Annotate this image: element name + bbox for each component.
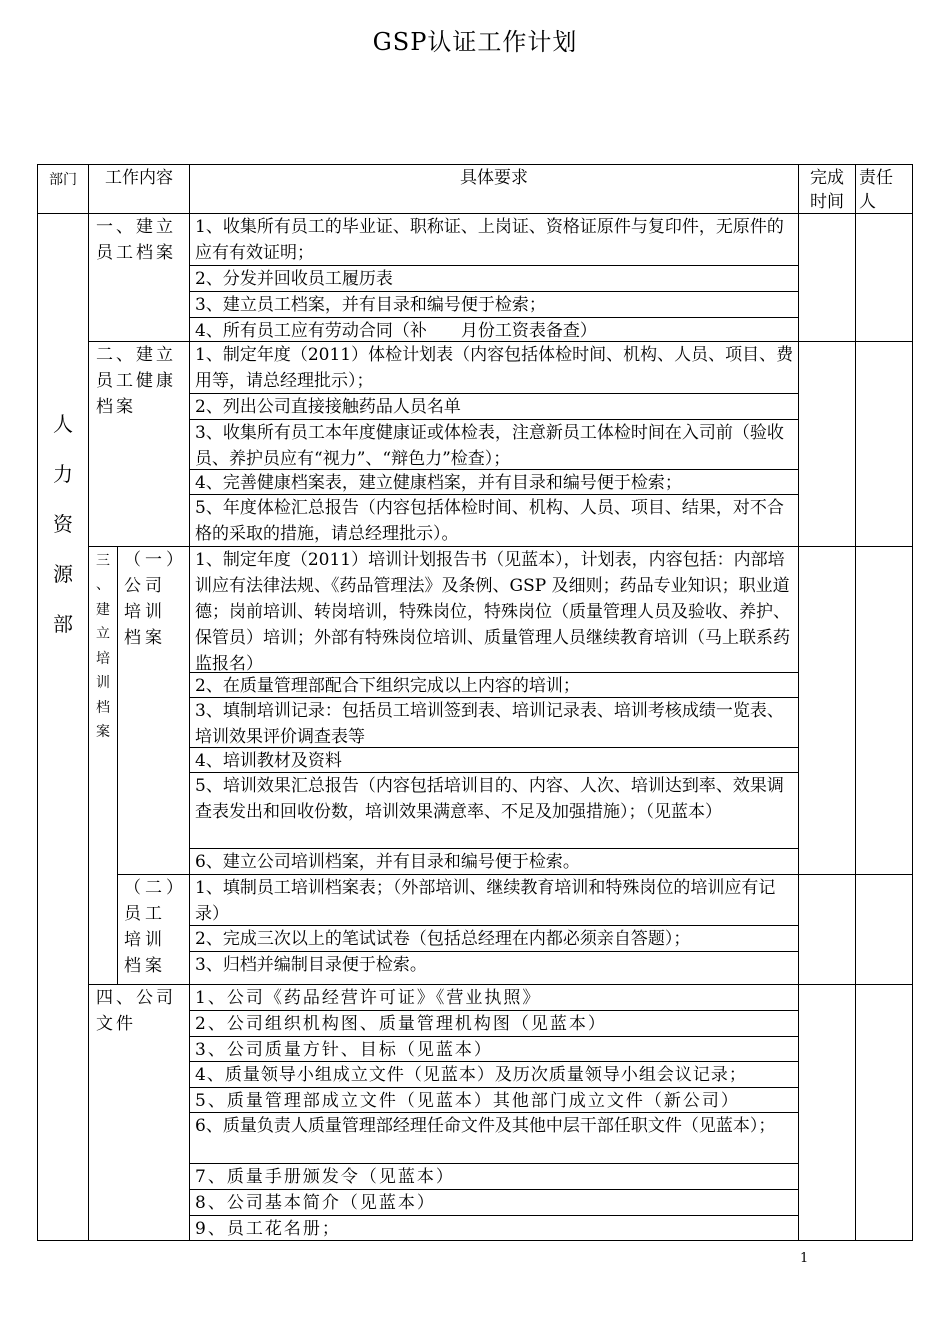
section-title: 一、建立员工档案 (96, 217, 176, 263)
requirement-item: 3、填制培训记录：包括员工培训签到表、培训记录表、培训考核成绩一览表、培训效果评价调查表等 (195, 701, 784, 747)
header-requirements: 具体要求 (460, 168, 528, 188)
section3-char: 建 (96, 602, 110, 618)
requirement-item: 9、员工花名册； (195, 1219, 341, 1239)
header-person: 责任 人 (859, 168, 893, 212)
section3-char: 案 (96, 724, 110, 740)
requirement-item: 1、公司《药品经营许可证》《营业执照》 (195, 988, 542, 1008)
requirement-item: 4、完善健康档案表，建立健康档案，并有目录和编号便于检索； (195, 473, 682, 493)
requirement-item: 1、制定年度（2011）培训计划报告书（见蓝本），计划表，内容包括：内部培训应有法律法规、《药品管理法》及条例、GSP 及细则；药品专业知识；职业道德；岗前培训、转岗培训，特殊岗位，特殊岗位（质量管理人员及验收、养护、保管员）培训；外部有特殊岗位培训、质量管理人员继续教育培训（马上联系药监报名） (195, 550, 790, 674)
requirement-item: 2、列出公司直接接触药品人员名单 (195, 397, 461, 417)
requirement-item: 2、在质量管理部配合下组织完成以上内容的培训； (195, 676, 580, 696)
section3-char: 培 (96, 651, 110, 667)
requirement-item: 2、完成三次以上的笔试试卷（包括总经理在内都必须亲自答题）； (195, 929, 691, 949)
section-title: 二、建立员工健康档案 (96, 345, 176, 417)
dept-char: 资 (53, 512, 73, 536)
requirement-item: 4、质量领导小组成立文件（见蓝本）及历次质量领导小组会议记录； (195, 1065, 747, 1085)
requirement-item: 1、制定年度（2011）体检计划表（内容包括体检时间、机构、人员、项目、费用等，请总经理批示）； (195, 345, 794, 391)
requirement-item: 2、分发并回收员工履历表 (195, 269, 393, 289)
page-title: GSP认证工作计划 (372, 28, 578, 56)
section3-char: 训 (96, 675, 110, 691)
section3-char: 立 (96, 626, 110, 642)
requirement-item: 5、培训效果汇总报告（内容包括培训目的、内容、人次、培训达到率、效果调查表发出和回收份数，培训效果满意率、不足及加强措施）；（见蓝本） (195, 776, 784, 822)
requirement-item: 1、填制员工培训档案表；（外部培训、继续教育培训和特殊岗位的培训应有记录） (195, 878, 776, 924)
requirement-item: 5、质量管理部成立文件（见蓝本）其他部门成立文件（新公司） (195, 1091, 740, 1111)
dept-char: 源 (53, 562, 73, 586)
requirement-item: 2、公司组织机构图、质量管理机构图（见蓝本） (195, 1014, 607, 1034)
dept-char: 人 (53, 412, 73, 436)
page-number: 1 (800, 1251, 809, 1266)
subsection-title: （二）员工培训档案 (124, 878, 179, 976)
section3-char: 档 (96, 700, 110, 716)
dept-char: 部 (53, 612, 73, 636)
header-time: 完成 时间 (810, 168, 844, 212)
requirement-item: 1、收集所有员工的毕业证、职称证、上岗证、资格证原件与复印件，无原件的应有有效证明； (195, 217, 784, 263)
section3-char: 、 (96, 577, 110, 593)
dept-char: 力 (53, 462, 73, 486)
requirement-item: 4、培训教材及资料 (195, 751, 342, 771)
requirement-item: 3、收集所有员工本年度健康证或体检表，注意新员工体检时间在入司前（验收员、养护员应有“视力”、“辩色力”检查）； (195, 423, 784, 469)
requirement-item: 4、所有员工应有劳动合同（补 月份工资表备查） (195, 321, 597, 341)
requirement-item: 3、归档并编制目录便于检索。 (195, 955, 427, 975)
requirement-item: 5、年度体检汇总报告（内容包括体检时间、机构、人员、项目、结果，对不合格的采取的措施，请总经理批示）。 (195, 498, 784, 544)
header-content: 工作内容 (105, 168, 173, 188)
requirement-item: 8、公司基本简介（见蓝本） (195, 1193, 436, 1213)
requirement-item: 6、建立公司培训档案，并有目录和编号便于检索。 (195, 852, 580, 872)
subsection-title: （一）公司培训档案 (124, 550, 179, 648)
requirement-item: 3、公司质量方针、目标（见蓝本） (195, 1040, 493, 1060)
requirement-item: 6、质量负责人质量管理部经理任命文件及其他中层干部任职文件（见蓝本）； (195, 1116, 776, 1136)
header-dept: 部门 (49, 172, 77, 188)
section-title: 四、公司文件 (96, 988, 176, 1034)
requirement-item: 7、质量手册颁发令（见蓝本） (195, 1167, 455, 1187)
requirement-item: 3、建立员工档案，并有目录和编号便于检索； (195, 295, 546, 315)
section3-char: 三 (96, 553, 110, 569)
